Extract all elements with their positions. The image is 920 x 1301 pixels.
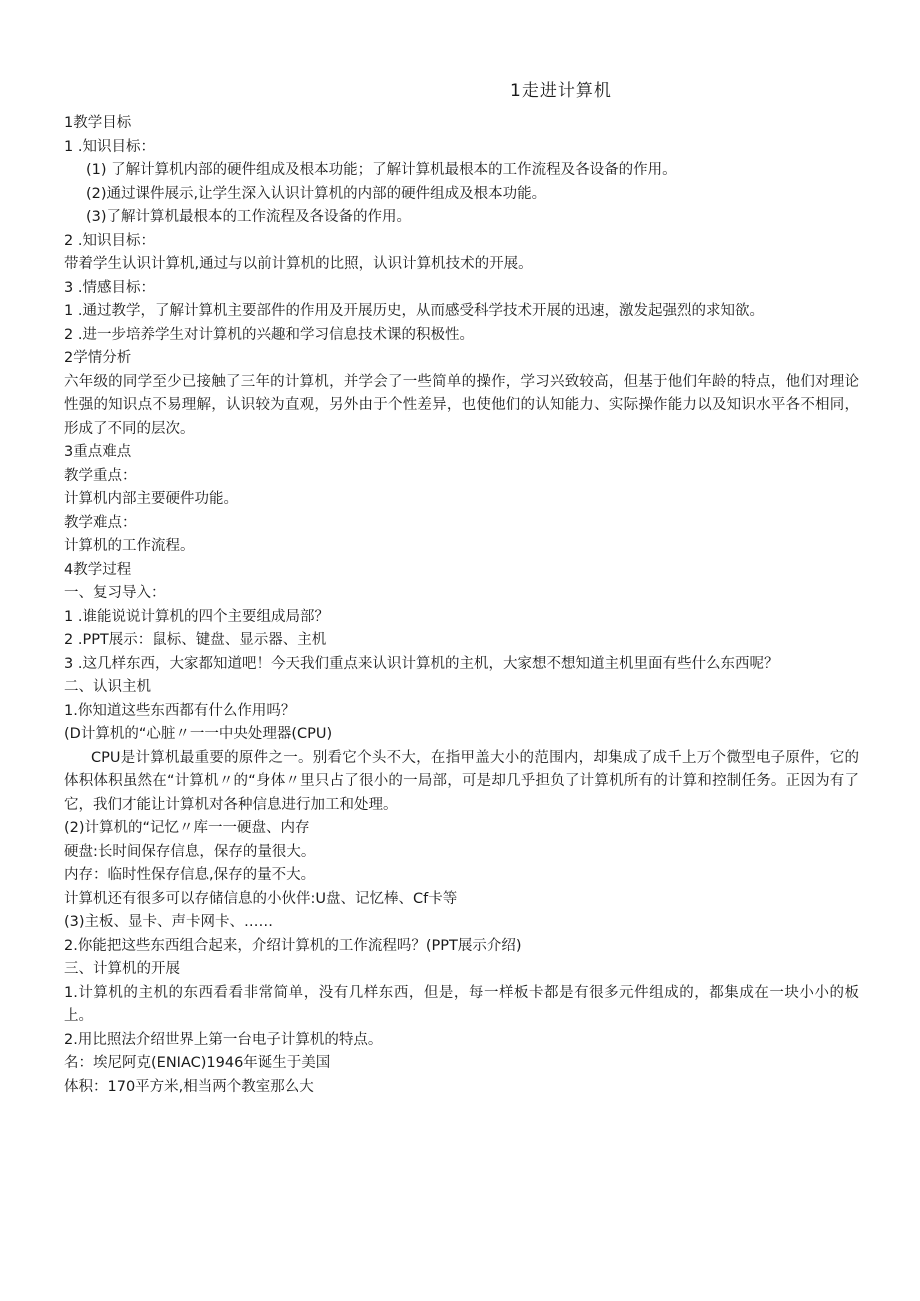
paragraph: 体积：170平方米,相当两个教室那么大 xyxy=(64,1078,314,1095)
section-heading: 1教学目标 xyxy=(64,115,132,131)
paragraph: CPU是计算机最重要的原件之一。别看它个头不大，在指甲盖大小的范围内，却集成了成千上万个微型电子原件，它的体积体积虽然在“计算机〃的“身体〃里只占了很小的一局部，可是却几乎担负了计算机所有的计算和控制任务。正因为有了它，我们才能让计算机对各种信息进行加工和处理。 xyxy=(64,749,859,813)
section-heading: 3重点难点 xyxy=(64,444,132,460)
paragraph: 1 .通过教学，了解计算机主要部件的作用及开展历史，从而感受科学技术开展的迅速，激发起强烈的求知欲。 xyxy=(64,303,764,319)
paragraph: 1.计算机的主机的东西看看非常简单，没有几样东西，但是，每一样板卡都是有很多元件组成的，都集成在一块小小的板上。 xyxy=(64,984,859,1024)
paragraph: (3)了解计算机最根本的工作流程及各设备的作用。 xyxy=(86,209,412,225)
subheading: 2 .知识目标： xyxy=(64,232,155,249)
document-body xyxy=(64,112,859,1099)
paragraph: 1 .谁能说说计算机的四个主要组成局部？ xyxy=(64,608,329,625)
paragraph: 2 .PPT展示：鼠标、键盘、显示器、主机 xyxy=(64,632,327,648)
cpu-paragraph-indent xyxy=(64,750,91,766)
paragraph: (D计算机的“心脏〃一一中央处理器(CPU) xyxy=(64,726,333,742)
paragraph: 计算机的工作流程。 xyxy=(64,538,195,554)
paragraph: 1.你知道这些东西都有什么作用吗？ xyxy=(64,702,296,719)
page-title: 1走进计算机 xyxy=(510,81,612,101)
paragraph: 计算机内部主要硬件功能。 xyxy=(64,491,238,507)
paragraph: 计算机还有很多可以存储信息的小伙伴:U盘、记忆棒、Cf卡等 xyxy=(64,890,458,907)
paragraph: 内存：临时性保存信息,保存的量不大。 xyxy=(64,867,316,883)
section-heading: 4教学过程 xyxy=(64,561,132,578)
subheading: 1 .知识目标： xyxy=(64,138,155,155)
paragraph: (1) 了解计算机内部的硬件组成及根本功能；了解计算机最根本的工作流程及各设备的作用。 xyxy=(86,162,677,178)
paragraph: 3 .这几样东西，大家都知道吧！今天我们重点来认识计算机的主机，大家想不想知道主机里面有些什么东西呢？ xyxy=(64,655,779,672)
subheading: 3 .情感目标： xyxy=(64,279,155,296)
paragraph: 带着学生认识计算机,通过与以前计算机的比照，认识计算机技术的开展。 xyxy=(64,256,533,272)
paragraph: 硬盘:长时间保存信息，保存的量很大。 xyxy=(64,843,316,860)
paragraph: 六年级的同学至少已接触了三年的计算机，并学会了一些简单的操作，学习兴致较高，但基于他们年龄的特点，他们对理论性强的知识点不易理解，认识较为直观，另外由于个性差异，也使他们的认知能力、实际操作能力以及知识水平各不相同，形成了不同的层次。 xyxy=(64,373,859,437)
subheading: 教学重点： xyxy=(64,467,137,484)
paragraph: 2.你能把这些东西组合起来，介绍计算机的工作流程吗？(PPT展示介绍) xyxy=(64,937,522,954)
paragraph: 2.用比照法介绍世界上第一台电子计算机的特点。 xyxy=(64,1031,383,1048)
subheading: 二、认识主机 xyxy=(64,679,151,695)
subheading: 教学难点： xyxy=(64,514,137,531)
paragraph: (2)通过课件展示,让学生深入认识计算机的内部的硬件组成及根本功能。 xyxy=(86,185,547,202)
section-heading: 2学情分析 xyxy=(64,350,132,366)
paragraph: (3)主板、显卡、声卡网卡、…… xyxy=(64,914,274,930)
paragraph: (2)计算机的“记忆〃库一一硬盘、内存 xyxy=(64,820,310,836)
subheading: 三、计算机的开展 xyxy=(64,961,180,977)
paragraph: 2 .进一步培养学生对计算机的兴趣和学习信息技术课的积极性。 xyxy=(64,326,474,343)
paragraph: 名：埃尼阿克(ENIAC)1946年诞生于美国 xyxy=(64,1055,331,1071)
subheading: 一、复习导入： xyxy=(64,585,166,601)
